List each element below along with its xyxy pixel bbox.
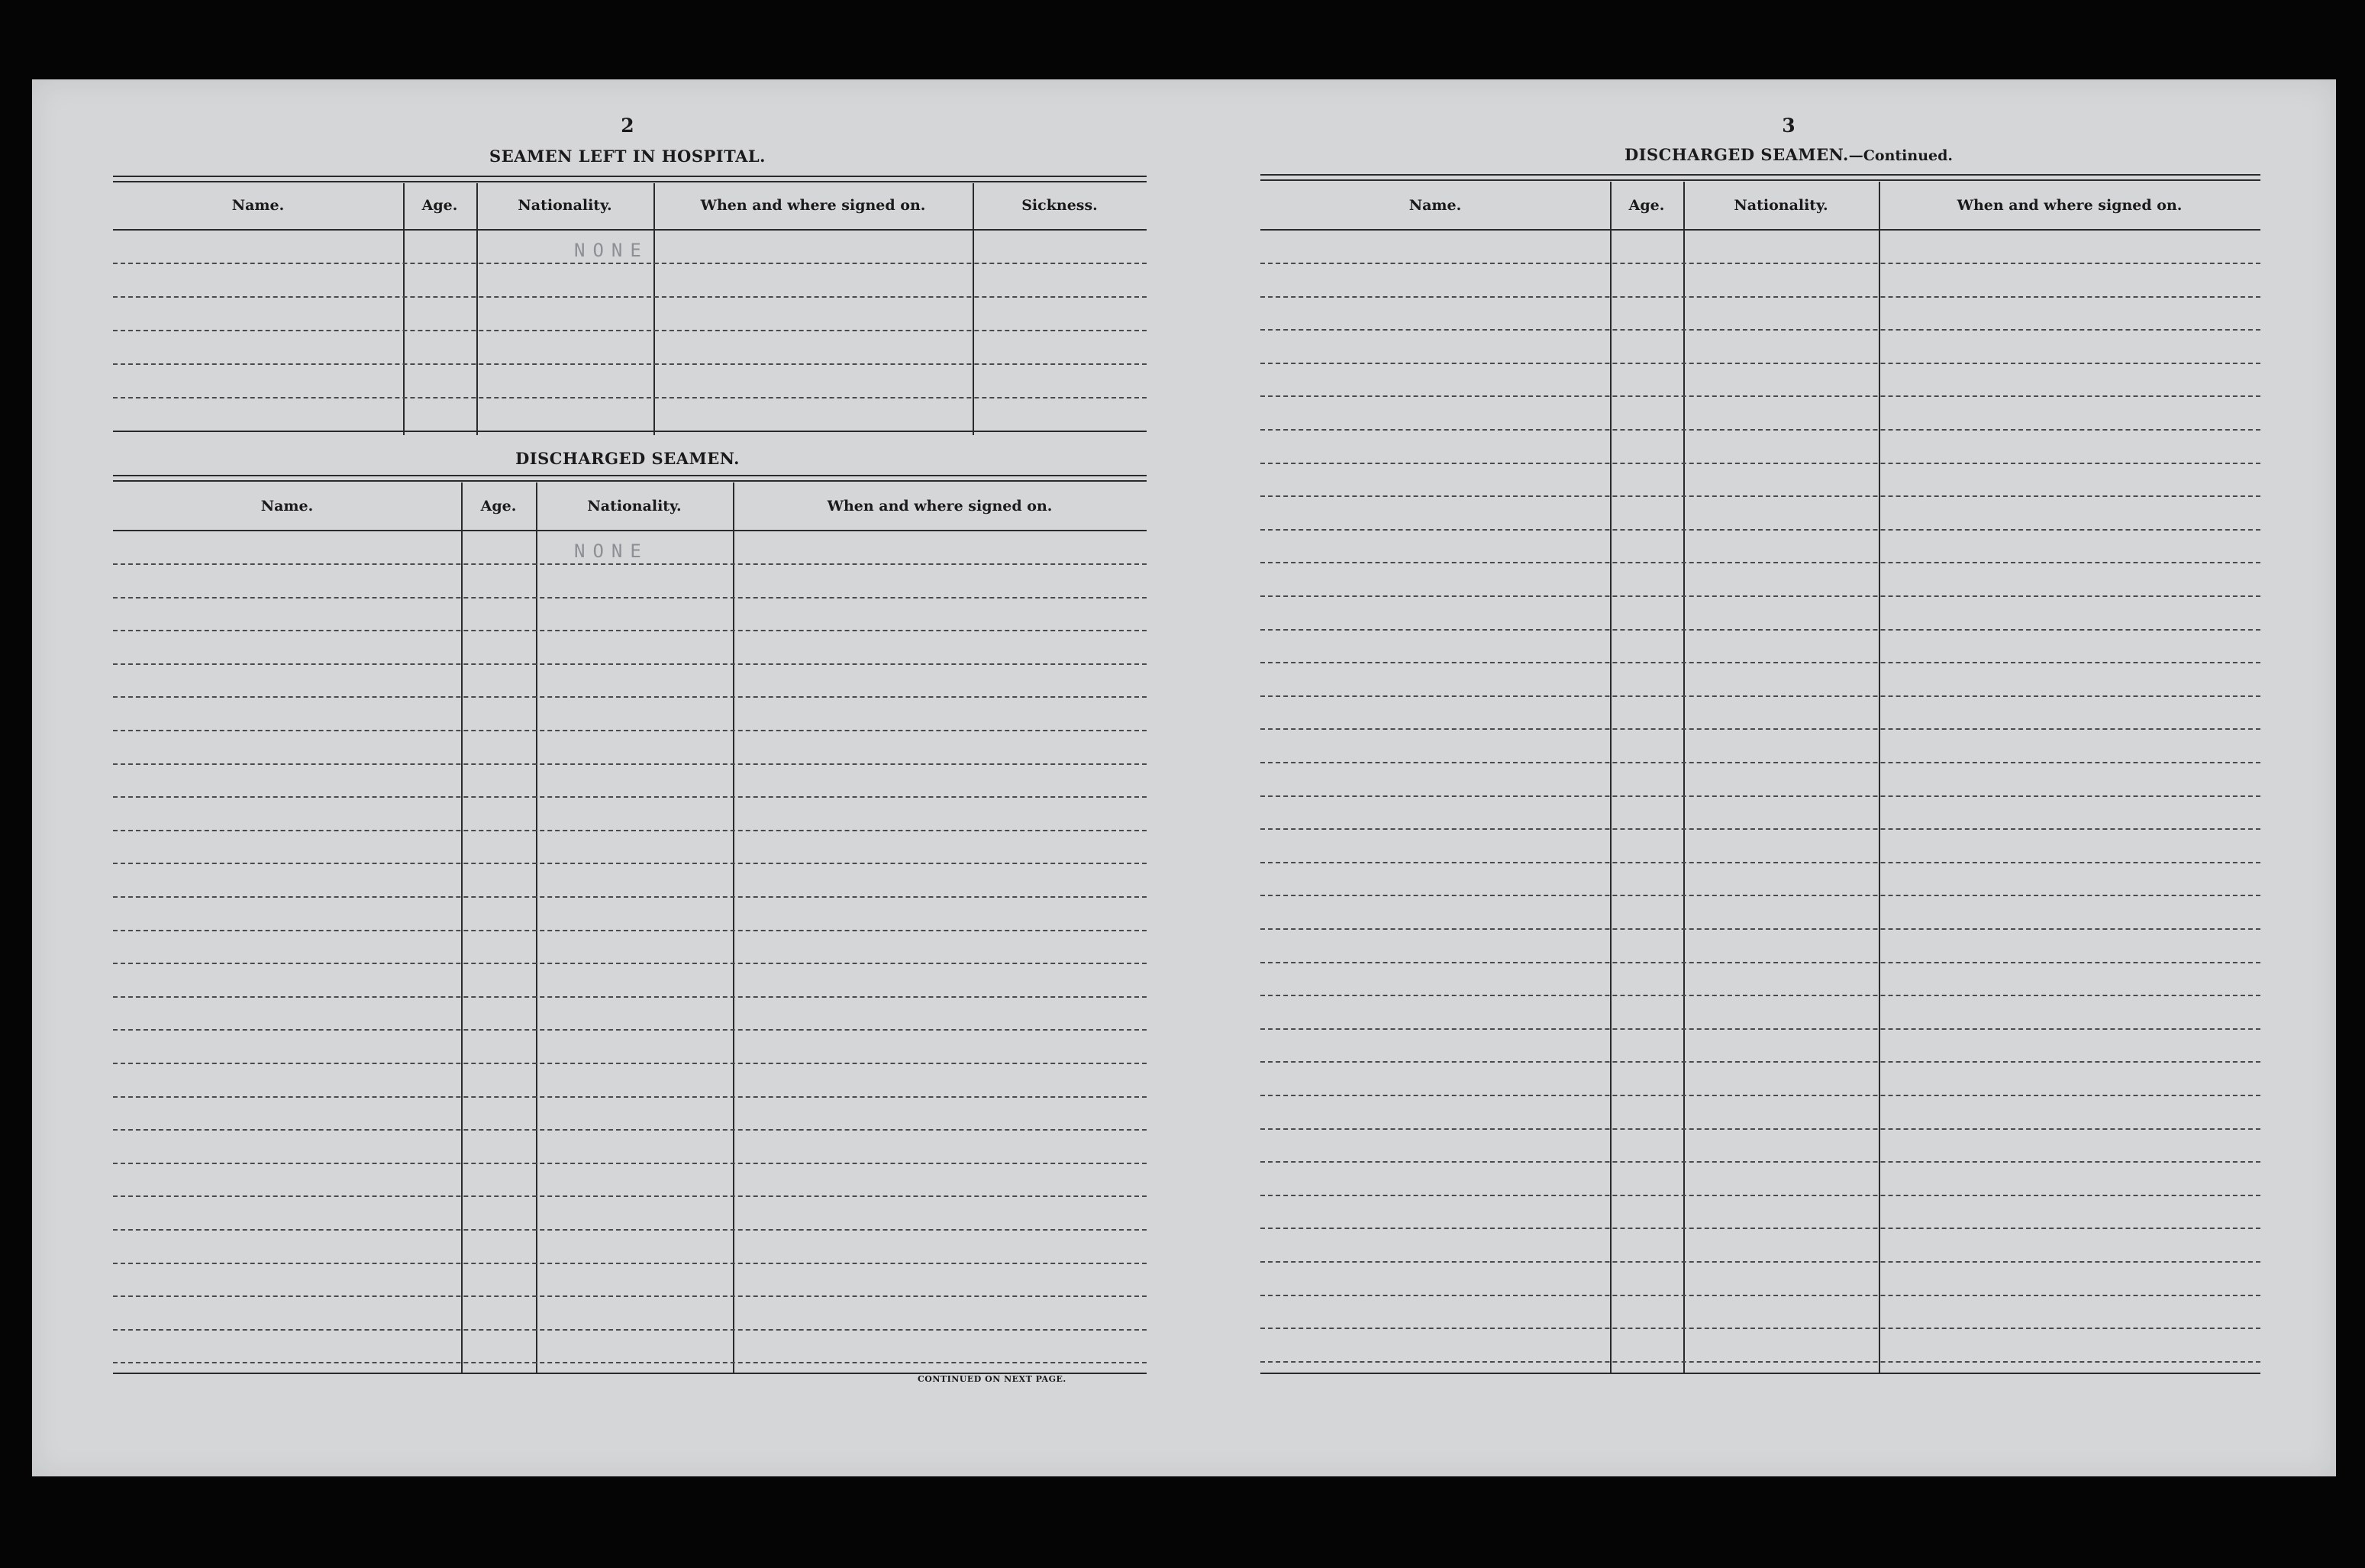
entry-line xyxy=(1260,1028,2260,1030)
col-header-name: Name. xyxy=(260,498,314,515)
entry-line xyxy=(1260,595,2260,597)
col-header-age: Age. xyxy=(1628,197,1665,214)
discharged-continued-title xyxy=(1521,145,2056,164)
entry-line xyxy=(113,863,1147,864)
entry-line xyxy=(1260,1295,2260,1296)
entry-line xyxy=(113,730,1147,731)
entry-line xyxy=(1260,529,2260,531)
entry-line xyxy=(113,296,1147,298)
entry-line xyxy=(113,896,1147,898)
entry-line xyxy=(1260,329,2260,331)
entry-line xyxy=(1260,1361,2260,1363)
entry-line xyxy=(1260,795,2260,797)
entry-line xyxy=(113,1029,1147,1031)
col-header-name: Name. xyxy=(231,197,285,214)
col-header-age: Age. xyxy=(480,498,517,515)
column-divider xyxy=(461,482,463,1373)
entry-line xyxy=(1260,995,2260,996)
document-sheet xyxy=(32,79,2336,1476)
entry-line xyxy=(1260,1128,2260,1130)
discharged-table xyxy=(113,475,1147,1376)
entry-line xyxy=(113,963,1147,964)
column-divider xyxy=(733,482,734,1373)
entry-line xyxy=(113,1195,1147,1197)
col-header-nationality: Nationality. xyxy=(518,197,612,214)
entry-line xyxy=(1260,395,2260,397)
header-rule xyxy=(113,530,1147,531)
entry-line xyxy=(1260,1195,2260,1196)
entry-line xyxy=(1260,429,2260,431)
entry-line xyxy=(113,696,1147,698)
entry-line xyxy=(113,363,1147,365)
entry-line xyxy=(1260,1061,2260,1063)
none-stamp: NONE xyxy=(574,540,649,562)
col-header-nationality: Nationality. xyxy=(1734,197,1828,214)
entry-line xyxy=(113,1229,1147,1231)
entry-line xyxy=(1260,263,2260,264)
col-header-nationality: Nationality. xyxy=(587,498,682,515)
entry-line xyxy=(1260,562,2260,563)
entry-line xyxy=(1260,895,2260,896)
entry-line xyxy=(1260,928,2260,930)
entry-line xyxy=(1260,1261,2260,1263)
col-header-age: Age. xyxy=(421,197,458,214)
entry-line xyxy=(113,630,1147,631)
left-page xyxy=(32,79,1184,1476)
col-header-name: Name. xyxy=(1408,197,1462,214)
entry-line xyxy=(1260,296,2260,298)
entry-line xyxy=(1260,962,2260,963)
top-double-rule xyxy=(1260,174,2260,181)
entry-line xyxy=(113,330,1147,331)
bottom-rule xyxy=(113,431,1147,432)
entry-line xyxy=(1260,862,2260,863)
entry-line xyxy=(1260,1161,2260,1163)
header-rule xyxy=(113,229,1147,231)
entry-line xyxy=(1260,1228,2260,1229)
entry-line xyxy=(113,1129,1147,1131)
discharged-section-title: DISCHARGED SEAMEN. xyxy=(515,449,740,468)
entry-line xyxy=(1260,495,2260,497)
entry-line xyxy=(1260,463,2260,464)
entry-line xyxy=(1260,762,2260,763)
entry-line xyxy=(113,1063,1147,1064)
column-divider xyxy=(536,482,537,1373)
top-double-rule xyxy=(113,475,1147,482)
entry-line xyxy=(113,796,1147,798)
entry-line xyxy=(113,397,1147,398)
discharged-continued-table xyxy=(1260,174,2260,1376)
entry-line xyxy=(113,1295,1147,1297)
entry-line xyxy=(1260,695,2260,697)
entry-line xyxy=(1260,662,2260,663)
none-stamp: NONE xyxy=(574,240,649,261)
hospital-section-title: SEAMEN LEFT IN HOSPITAL. xyxy=(489,147,766,166)
right-page xyxy=(1184,79,2336,1476)
entry-line xyxy=(113,263,1147,264)
col-header-signed-on: When and where signed on. xyxy=(700,197,926,214)
entry-line xyxy=(113,1263,1147,1264)
continued-note: CONTINUED ON NEXT PAGE. xyxy=(918,1374,1066,1384)
entry-line xyxy=(1260,1328,2260,1329)
bottom-rule xyxy=(1260,1373,2260,1374)
entry-line xyxy=(113,930,1147,931)
entry-line xyxy=(113,1362,1147,1363)
entry-line xyxy=(113,1096,1147,1098)
entry-line xyxy=(1260,828,2260,830)
entry-line xyxy=(113,1163,1147,1164)
col-header-signed-on: When and where signed on. xyxy=(1957,197,2183,214)
entry-line xyxy=(1260,363,2260,364)
entry-line xyxy=(113,1329,1147,1331)
entry-line xyxy=(113,830,1147,831)
title-suffix: —Continued. xyxy=(1848,147,1954,164)
entry-line xyxy=(113,597,1147,598)
header-rule xyxy=(1260,229,2260,231)
entry-line xyxy=(1260,1095,2260,1096)
entry-line xyxy=(1260,728,2260,730)
page-number: 2 xyxy=(621,115,634,137)
title-main: DISCHARGED SEAMEN. xyxy=(1624,145,1849,164)
entry-line xyxy=(1260,629,2260,631)
entry-line xyxy=(113,763,1147,765)
col-header-signed-on: When and where signed on. xyxy=(827,498,1053,515)
hospital-table xyxy=(113,176,1147,441)
page-number: 3 xyxy=(1782,115,1796,137)
col-header-sickness: Sickness. xyxy=(1021,197,1098,214)
top-double-rule xyxy=(113,176,1147,182)
entry-line xyxy=(113,996,1147,998)
entry-line xyxy=(113,563,1147,565)
entry-line xyxy=(113,663,1147,665)
